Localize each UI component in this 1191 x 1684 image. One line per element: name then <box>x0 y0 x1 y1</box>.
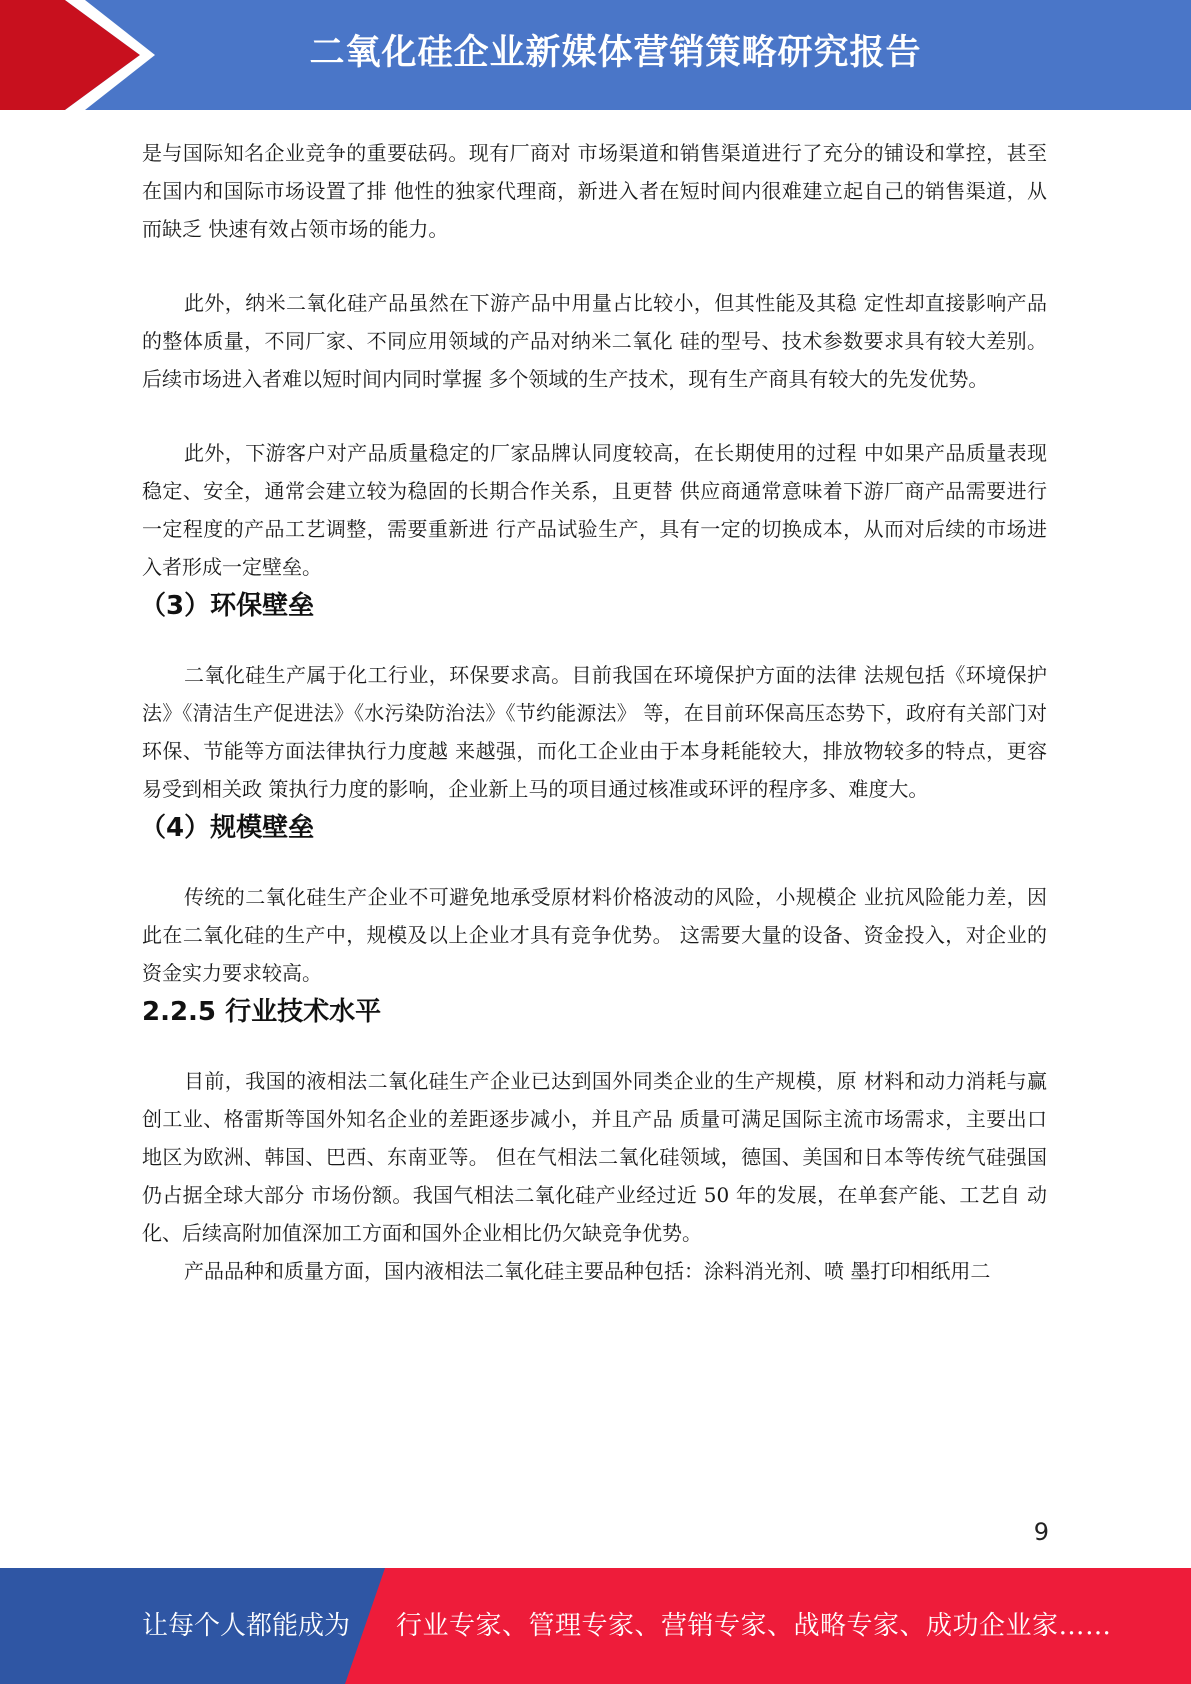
paragraph: 二氧化硅生产属于化工行业，环保要求高。目前我国在环境保护方面的法律 法规包括《环境保护法》《清洁生产促进法》《水污染防治法》《节约能源法》 等，在目前环保高压态势下，政府有关部门对环保、节能等方面法律执行力度越 来越强，而化工企业由于本身耗能较大，排放物较多的特点，更容易受到相关政 策执行力度的影响，企业新上马的项目通过核准或环评的程序多、难度大。 <box>142 663 1047 801</box>
page-number: 9 <box>1033 1518 1049 1546</box>
section-heading-environmental-barrier: （3）环保壁垒 <box>140 591 315 621</box>
header-arrow-decoration <box>0 0 160 110</box>
paragraph: 此外，纳米二氧化硅产品虽然在下游产品中用量占比较小，但其性能及其稳 定性却直接影响产品的整体质量，不同厂家、不同应用领域的产品对纳米二氧化 硅的型号、技术参数要求具有较大差别。后续市场进入者难以短时间内同时掌握 多个领域的生产技术，现有生产商具有较大的先发优势。 <box>142 291 1047 391</box>
footer-slogan-left: 让每个人都能成为 <box>142 1611 351 1641</box>
paragraph: 是与国际知名企业竞争的重要砝码。现有厂商对 市场渠道和销售渠道进行了充分的铺设和掌控，甚至在国内和国际市场设置了排 他性的独家代理商，新进入者在短时间内很难建立起自己的销售渠道，从而缺乏 快速有效占领市场的能力。 <box>142 141 1047 241</box>
document-body <box>142 134 1047 1290</box>
header-banner <box>0 0 1191 110</box>
paragraph: 产品品种和质量方面，国内液相法二氧化硅主要品种包括：涂料消光剂、喷 墨打印相纸用二 <box>184 1259 991 1283</box>
paragraph: 传统的二氧化硅生产企业不可避免地承受原材料价格波动的风险，小规模企 业抗风险能力差，因此在二氧化硅的生产中，规模及以上企业才具有竞争优势。 这需要大量的设备、资金投入，对企业的资金实力要求较高。 <box>142 885 1047 985</box>
section-heading-tech-level: 2.2.5 行业技术水平 <box>142 997 382 1027</box>
footer-banner <box>0 1568 1191 1684</box>
paragraph: 此外，下游客户对产品质量稳定的厂家品牌认同度较高，在长期使用的过程 中如果产品质量表现稳定、安全，通常会建立较为稳固的长期合作关系，且更替 供应商通常意味着下游厂商产品需要进行一定程度的产品工艺调整，需要重新进 行产品试验生产，具有一定的切换成本，从而对后续的市场进入者形成一定壁垒。 <box>142 441 1047 579</box>
document-title: 二氧化硅企业新媒体营销策略研究报告 <box>309 33 922 73</box>
section-heading-scale-barrier: （4）规模壁垒 <box>140 813 315 843</box>
footer-slogan-right: 行业专家、管理专家、营销专家、战略专家、成功企业家…… <box>396 1611 1112 1641</box>
paragraph: 目前，我国的液相法二氧化硅生产企业已达到国外同类企业的生产规模，原 材料和动力消耗与赢创工业、格雷斯等国外知名企业的差距逐步减小，并且产品 质量可满足国际主流市场需求，主要出口地区为欧洲、韩国、巴西、东南亚等。 但在气相法二氧化硅领域，德国、美国和日本等传统气硅强国仍占据全球大部分 市场份额。我国气相法二氧化硅产业经过近 50 年的发展，在单套产能、工艺自 动化、后续高附加值深加工方面和国外企业相比仍欠缺竞争优势。 <box>142 1069 1047 1245</box>
